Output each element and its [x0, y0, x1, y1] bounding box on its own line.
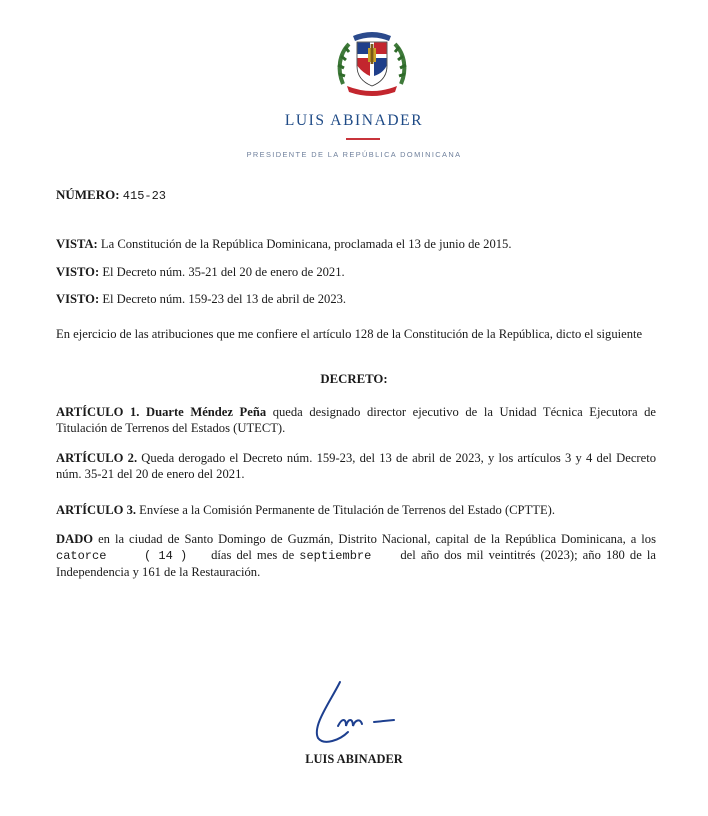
- visto-paragraph-2: [56, 291, 656, 307]
- vista-paragraph: [56, 236, 656, 252]
- decree-number: [56, 187, 656, 204]
- vista-text: La Constitución de la República Dominicana, proclamada el 13 de junio de 2015.: [97, 237, 512, 251]
- articulo-1-label: ARTÍCULO 1.: [56, 405, 140, 419]
- articulo-3-label: ARTÍCULO 3.: [56, 503, 137, 517]
- articulo-1-appointee: Duarte Méndez Peña: [139, 405, 267, 419]
- ejercicio-paragraph: En ejercicio de las atribuciones que me confiere el artículo 128 de la Constitución de la República, dicto el siguiente: [56, 327, 643, 341]
- articulo-3-text: Envíese a la Comisión Permanente de Titulación de Terrenos del Estado (CPTTE).: [136, 503, 555, 517]
- articulo-1-text: queda designado director ejecutivo de la Unidad Técnica Ejecutora de Titulación de Terrenos del Estados (UTECT).: [56, 405, 656, 435]
- dado-text-3: del año dos mil veintitrés (2023); año 180 de la Independencia y 161 de la Restauración.: [56, 548, 656, 579]
- visto-paragraph-1: [56, 264, 656, 280]
- signature-image: [300, 674, 420, 749]
- visto-text-1: El Decreto núm. 35-21 del 20 de enero de 2021.: [99, 265, 345, 279]
- articulo-3: [56, 502, 656, 518]
- header-subtitle: PRESIDENTE DE LA REPÚBLICA DOMINICANA: [246, 150, 462, 159]
- dado-text-1: en la ciudad de Santo Domingo de Guzmán, Distrito Nacional, capital de la República Dominicana, a los: [93, 532, 656, 546]
- header-name: LUIS ABINADER: [284, 112, 424, 129]
- dado-month: septiembre: [299, 549, 372, 563]
- visto-label-1: VISTO:: [56, 265, 100, 279]
- articulo-2: [56, 450, 656, 482]
- header-divider: [346, 138, 380, 140]
- articulo-1: [56, 404, 656, 436]
- visto-label-2: VISTO:: [56, 292, 100, 306]
- coat-of-arms-icon: [333, 26, 411, 96]
- decree-number-value: 415-23: [122, 189, 167, 203]
- articulo-2-text: Queda derogado el Decreto núm. 159-23, del 13 de abril de 2023, y los artículos 3 y 4 del Decreto núm. 35-21 del 20 de enero del 2021.: [56, 451, 656, 481]
- dado-text-2: días del mes de: [206, 548, 300, 562]
- decree-number-label: NÚMERO:: [56, 187, 120, 202]
- decreto-heading: DECRETO:: [320, 372, 388, 386]
- signature-name: LUIS ABINADER: [305, 752, 403, 766]
- vista-label: VISTA:: [56, 237, 98, 251]
- articulo-2-label: ARTÍCULO 2.: [56, 451, 138, 465]
- dado-paragraph: [56, 531, 656, 580]
- dado-label: DADO: [56, 532, 94, 546]
- dado-day-word: catorce: [56, 549, 107, 563]
- visto-text-2: El Decreto núm. 159-23 del 13 de abril de 2023.: [99, 292, 347, 306]
- dado-day-number: ( 14 ): [144, 549, 188, 563]
